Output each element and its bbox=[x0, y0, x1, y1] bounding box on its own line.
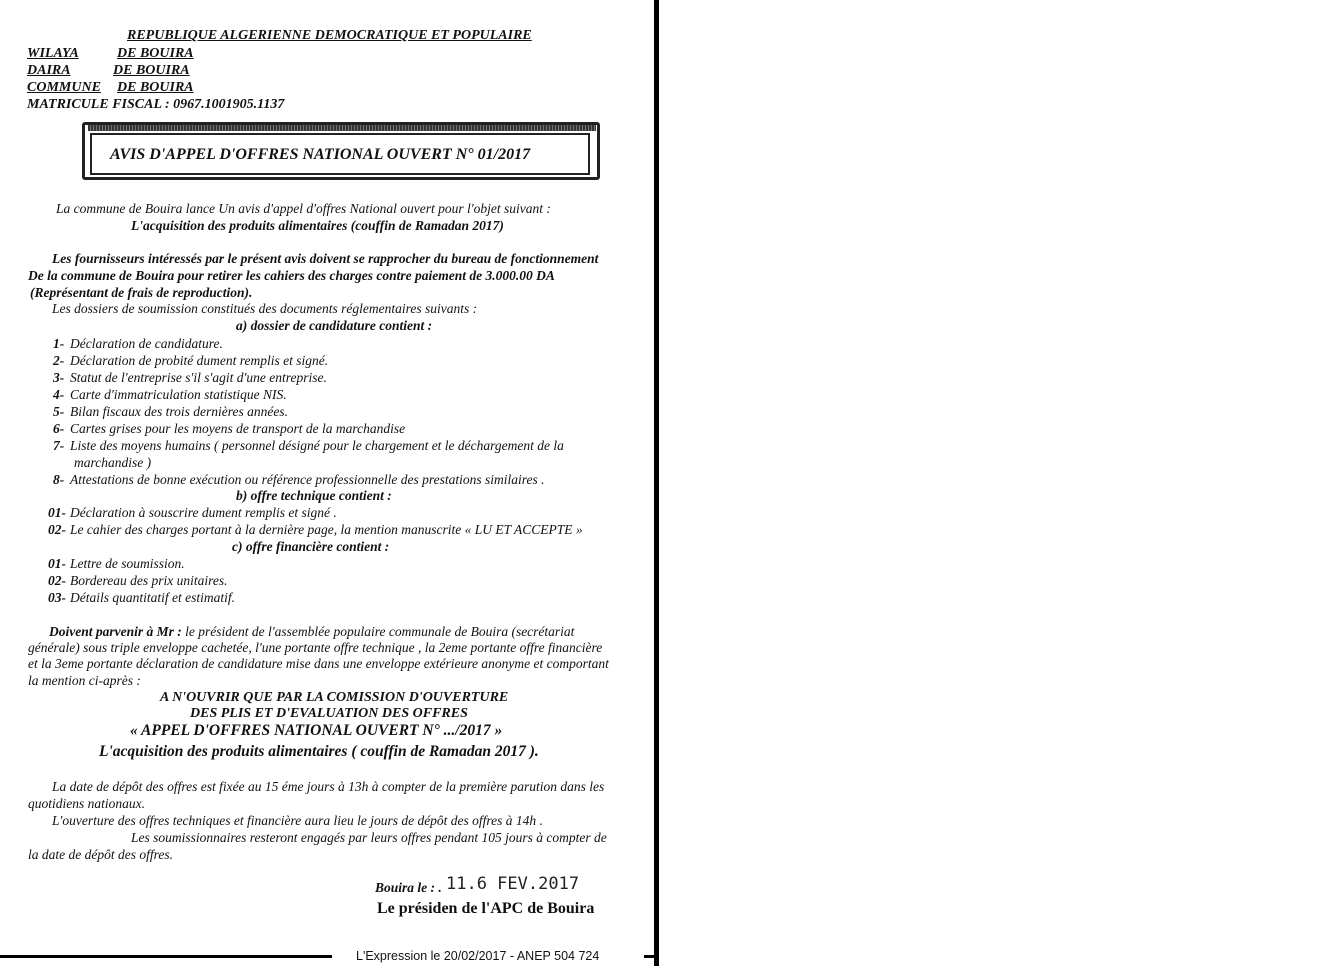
list-item-text: Carte d'immatriculation statistique NIS. bbox=[70, 387, 287, 402]
intro-line-1: La commune de Bouira lance Un avis d'appel d'offres National ouvert pour l'objet suivant : bbox=[56, 201, 551, 216]
list-item-text: Lettre de soumission. bbox=[70, 556, 185, 571]
date-stamp: 11.6 FEV.2017 bbox=[446, 874, 580, 894]
list-item-text: Déclaration de candidature. bbox=[70, 336, 223, 351]
list-item-number: 6- bbox=[53, 421, 65, 436]
delivery-line-4: la mention ci-après : bbox=[28, 673, 141, 688]
suppliers-line-3: (Représentant de frais de reproduction). bbox=[30, 285, 253, 300]
page-bottom-rule-right bbox=[644, 955, 656, 958]
list-item-number: 5- bbox=[53, 404, 65, 419]
suppliers-line-1: Les fournisseurs intéressés par le présent avis doivent se rapprocher du bureau de fonctionnement bbox=[52, 251, 599, 266]
republic-heading: REPUBLIQUE ALGERIENNE DEMOCRATIQUE ET POPULAIRE bbox=[127, 28, 532, 43]
list-item-text: Déclaration de probité dument remplis et signé. bbox=[70, 353, 329, 368]
section-b-heading: b) offre technique contient : bbox=[236, 488, 392, 503]
delivery-line-1-bold: Doivent parvenir à Mr : bbox=[49, 624, 182, 639]
daira-value: DE BOUIRA bbox=[113, 63, 190, 78]
dates-line-4: Les soumissionnaires resteront engagés par leurs offres pendant 105 jours à compter de bbox=[131, 830, 607, 845]
delivery-line-1-text: le président de l'assemblée populaire communale de Bouira (secrétariat bbox=[181, 624, 575, 639]
page-bottom-rule-left bbox=[0, 955, 332, 958]
list-item-text: Bilan fiscaux des trois dernières années. bbox=[70, 404, 288, 419]
commune-label: COMMUNE bbox=[27, 80, 101, 95]
signer-title: Le présiden de l'APC de Bouira bbox=[377, 900, 595, 917]
list-item-text: Détails quantitatif et estimatif. bbox=[70, 590, 235, 605]
signature-place: Bouira le : . bbox=[375, 880, 442, 895]
wilaya-label: WILAYA bbox=[27, 46, 79, 61]
list-item-number: 01- bbox=[48, 556, 66, 571]
intro-object: L'acquisition des produits alimentaires (couffin de Ramadan 2017) bbox=[131, 218, 504, 233]
list-item-text: Liste des moyens humains ( personnel désigné pour le chargement et le déchargement de la bbox=[70, 438, 564, 453]
delivery-line-3: et la 3eme portante déclaration de candidature mise dans une enveloppe extérieure anonyme et comportant bbox=[28, 656, 609, 671]
section-a-heading: a) dossier de candidature contient : bbox=[236, 318, 433, 333]
dates-line-2: quotidiens nationaux. bbox=[28, 796, 145, 811]
delivery-line-2: générale) sous triple enveloppe cachetée, l'une portante offre technique , la 2eme portante offre financière bbox=[28, 640, 603, 655]
list-item-text: Bordereau des prix unitaires. bbox=[70, 573, 228, 588]
list-item-text: marchandise ) bbox=[74, 455, 152, 470]
page-right-border bbox=[654, 0, 659, 966]
list-item-number: 1- bbox=[53, 336, 65, 351]
delivery-line-1 bbox=[49, 624, 574, 640]
list-item-number: 4- bbox=[53, 387, 65, 402]
list-item-number: 8- bbox=[53, 472, 65, 487]
section-c-heading: c) offre financière contient : bbox=[232, 539, 390, 554]
title-box-band bbox=[88, 125, 596, 131]
list-item-number: 02- bbox=[48, 573, 66, 588]
list-item-text: Le cahier des charges portant à la dernière page, la mention manuscrite « LU ET ACCEPTE » bbox=[70, 521, 583, 537]
list-item-number: 2- bbox=[53, 353, 65, 368]
list-item-number: 01- bbox=[48, 505, 66, 520]
list-item-text: Cartes grises pour les moyens de transport de la marchandise bbox=[70, 421, 406, 436]
list-item-text: Attestations de bonne exécution ou référence professionnelle des prestations similaires . bbox=[70, 472, 545, 487]
document-page bbox=[0, 0, 656, 966]
wilaya-value: DE BOUIRA bbox=[117, 46, 194, 61]
mention-line-4: L'acquisition des produits alimentaires ( couffin de Ramadan 2017 ). bbox=[99, 743, 539, 760]
publication-source: L'Expression le 20/02/2017 - ANEP 504 724 bbox=[356, 949, 600, 963]
list-item-number: 7- bbox=[53, 438, 65, 453]
dates-line-3: L'ouverture des offres techniques et financière aura lieu le jours de dépôt des offres à 14h . bbox=[52, 813, 543, 828]
list-item-number: 03- bbox=[48, 590, 66, 605]
suppliers-line-2: De la commune de Bouira pour retirer les cahiers des charges contre paiement de 3.000.00 DA bbox=[28, 268, 555, 283]
dates-line-5: la date de dépôt des offres. bbox=[28, 847, 173, 862]
commune-value: DE BOUIRA bbox=[117, 80, 194, 95]
mention-line-3: « APPEL D'OFFRES NATIONAL OUVERT N° .../2017 » bbox=[130, 722, 503, 739]
mention-line-2: DES PLIS ET D'EVALUATION DES OFFRES bbox=[190, 706, 468, 721]
daira-label: DAIRA bbox=[27, 63, 71, 78]
matricule-fiscal: MATRICULE FISCAL : 0967.1001905.1137 bbox=[27, 97, 285, 112]
list-item-text: Statut de l'entreprise s'il s'agit d'une entreprise. bbox=[70, 370, 327, 385]
dates-line-1: La date de dépôt des offres est fixée au 15 éme jours à 13h à compter de la première parution dans les bbox=[52, 779, 605, 794]
mention-line-1: A N'OUVRIR QUE PAR LA COMISSION D'OUVERTURE bbox=[160, 690, 509, 705]
suppliers-line-4: Les dossiers de soumission constitués des documents réglementaires suivants : bbox=[52, 301, 478, 316]
list-item-number: 3- bbox=[53, 370, 65, 385]
list-item-number: 02- bbox=[48, 521, 66, 537]
list-item-text: Déclaration à souscrire dument remplis et signé . bbox=[70, 505, 337, 520]
notice-title: AVIS D'APPEL D'OFFRES NATIONAL OUVERT N° 01/2017 bbox=[110, 146, 531, 163]
